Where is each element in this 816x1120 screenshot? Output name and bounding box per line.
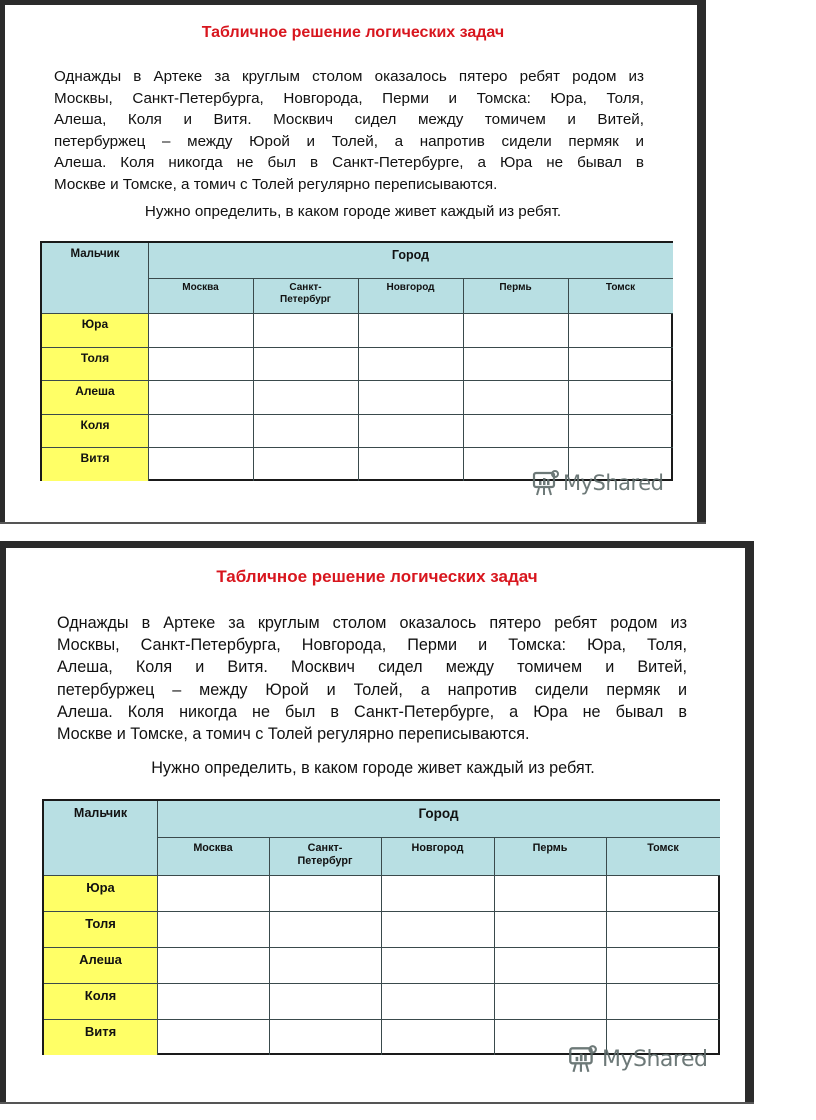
boy-label: Коля — [84, 988, 117, 1003]
city-group-header — [148, 243, 673, 278]
city-label: Петербург — [280, 294, 331, 305]
presentation-board-icon — [566, 1043, 598, 1075]
slide-2 — [0, 541, 754, 1104]
boy-tolya — [42, 347, 148, 380]
city-header-moscow — [157, 837, 269, 875]
city-label: Новгород — [411, 842, 464, 854]
slide-title: Табличное решение логических задач — [201, 24, 505, 41]
grid-line — [148, 278, 673, 279]
problem-line: Алеша, Коля и Витя. Москвич сидел между томичем и Витей, — [54, 111, 644, 129]
problem-line: Алеша. Коля никогда не был в Санкт-Петербурге, а Юра не бывал в — [57, 702, 687, 721]
boy-label: Юра — [81, 317, 109, 331]
grid-line — [606, 837, 607, 1055]
grid-line — [568, 278, 569, 481]
city-header-spb — [269, 837, 381, 875]
corner-header — [42, 243, 148, 313]
grid-line — [157, 837, 720, 838]
slide-1 — [0, 0, 706, 524]
slide-frame-top — [0, 0, 706, 5]
city-header-novgorod — [358, 278, 463, 313]
question-text: Нужно определить, в каком городе живет каждый из ребят. — [151, 759, 595, 777]
problem-line: Москве и Томске, а томич с Толей регулярно переписываются. — [57, 725, 530, 744]
city-label: Томск — [647, 842, 679, 854]
presentation-board-icon — [530, 468, 560, 498]
problem-line: петербуржец – между Юрой и Толей, а напротив сидели пермяк и — [54, 132, 644, 150]
problem-text — [57, 612, 687, 745]
grid-line — [381, 837, 382, 1055]
slide-frame-left — [0, 541, 6, 1104]
grid-line — [157, 801, 158, 1055]
city-label: Санкт- — [307, 842, 343, 854]
city-label: Москва — [193, 842, 233, 854]
city-group-label: Город — [418, 806, 459, 821]
grid-line — [44, 911, 720, 912]
grid-line — [494, 837, 495, 1055]
city-header-tomsk — [568, 278, 673, 313]
boy-label: Алеша — [79, 952, 122, 967]
boy-vitya — [42, 447, 148, 481]
slide-frame-right — [697, 0, 706, 524]
problem-text — [54, 66, 644, 196]
city-label: Новгород — [386, 282, 435, 293]
city-label: Москва — [182, 282, 219, 293]
city-header-tomsk — [606, 837, 720, 875]
grid-line — [358, 278, 359, 481]
slide-frame-bottom — [0, 1102, 754, 1104]
city-label: Пермь — [499, 282, 532, 293]
grid-line — [44, 947, 720, 948]
problem-line: Алеша. Коля никогда не был в Санкт-Петербурге, а Юра не бывал в — [54, 154, 644, 172]
problem-line: петербуржец – между Юрой и Толей, а напротив сидели пермяк и — [57, 680, 687, 699]
watermark — [530, 468, 663, 498]
city-label: Пермь — [532, 842, 568, 854]
watermark — [566, 1043, 707, 1075]
city-header-novgorod — [381, 837, 494, 875]
problem-line: Москвы, Санкт-Петербурга, Новгорода, Перми и Томска: Юра, Толя, — [54, 89, 644, 107]
city-label: Томск — [605, 282, 636, 293]
boy-label: Юра — [86, 880, 115, 895]
problem-line: Однажды в Артеке за круглым столом оказалось пятеро ребят родом из — [54, 68, 644, 85]
slide-frame-bottom — [0, 522, 706, 524]
boy-alesha — [44, 947, 157, 983]
boy-label: Алеша — [75, 384, 115, 398]
city-header-spb — [253, 278, 358, 313]
slide-frame-right — [745, 541, 754, 1104]
watermark-text: MyShared — [602, 1046, 708, 1072]
problem-line: Москве и Томске, а томич с Толей регулярно переписываются. — [54, 175, 498, 193]
city-header-perm — [463, 278, 568, 313]
slide-frame-top — [0, 541, 754, 548]
corner-header-label: Мальчик — [70, 248, 120, 260]
boy-label: Толя — [85, 916, 116, 931]
watermark-text: MyShared — [563, 471, 664, 495]
city-header-perm — [494, 837, 606, 875]
grid-line — [44, 983, 720, 984]
city-group-header — [157, 801, 720, 837]
boy-kolya — [42, 414, 148, 447]
problem-line: Однажды в Артеке за круглым столом оказалось пятеро ребят родом из — [57, 614, 687, 632]
boy-kolya — [44, 983, 157, 1019]
answer-table — [42, 799, 720, 1055]
city-header-moscow — [148, 278, 253, 313]
city-label: Петербург — [297, 855, 353, 867]
boy-yura — [44, 875, 157, 911]
corner-header — [44, 801, 157, 875]
corner-header-label: Мальчик — [73, 806, 128, 820]
boy-tolya — [44, 911, 157, 947]
boy-yura — [42, 313, 148, 347]
boy-alesha — [42, 380, 148, 414]
slide-frame-left — [0, 0, 5, 524]
grid-line — [463, 278, 464, 481]
boy-label: Витя — [84, 1024, 117, 1039]
grid-line — [148, 243, 149, 481]
answer-table — [40, 241, 673, 481]
grid-line — [44, 1019, 720, 1020]
problem-line: Москвы, Санкт-Петербурга, Новгорода, Перми и Томска: Юра, Толя, — [57, 636, 687, 655]
slide-title: Табличное решение логических задач — [216, 567, 538, 586]
grid-line — [269, 837, 270, 1055]
question-text: Нужно определить, в каком городе живет каждый из ребят. — [144, 203, 562, 220]
boy-label: Коля — [80, 418, 110, 432]
grid-line — [44, 875, 720, 876]
boy-vitya — [44, 1019, 157, 1055]
boy-label: Витя — [80, 451, 110, 465]
city-label: Санкт- — [289, 282, 322, 293]
grid-line — [253, 278, 254, 481]
problem-line: Алеша, Коля и Витя. Москвич сидел между томичем и Витей, — [57, 658, 687, 677]
city-group-label: Город — [391, 248, 430, 262]
boy-label: Толя — [80, 351, 110, 365]
